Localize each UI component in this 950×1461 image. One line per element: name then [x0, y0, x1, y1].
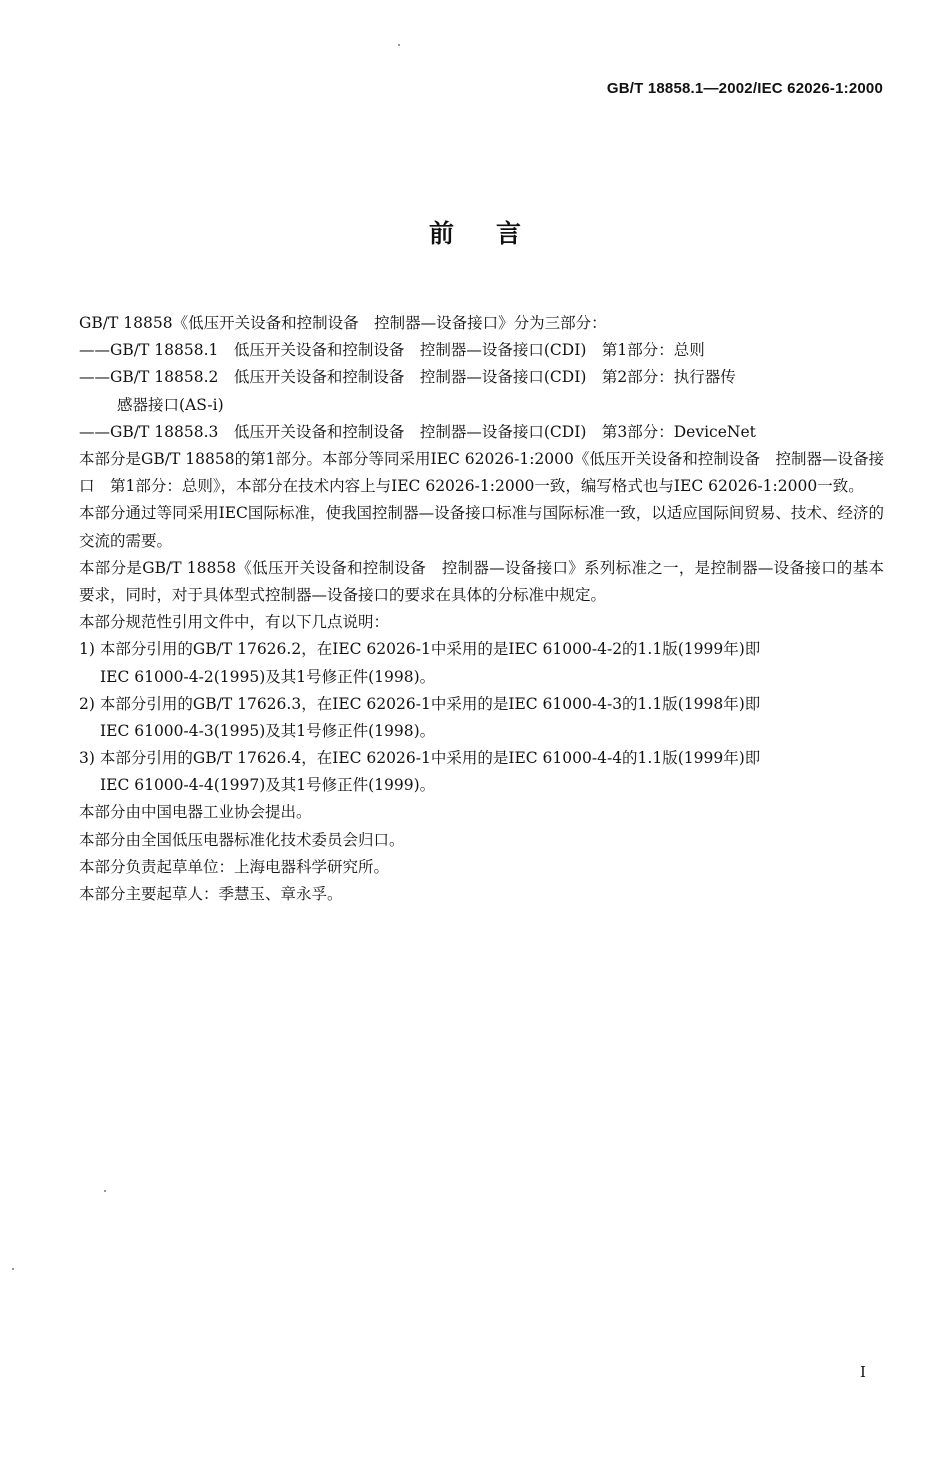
reference-item-2: 2) 本部分引用的GB/T 17626.3，在IEC 62026-1中采用的是IEC 61000-4-3的1.1版(1998年)即 — [79, 694, 761, 713]
intro-paragraph: GB/T 18858《低压开关设备和控制设备 控制器—设备接口》分为三部分： — [79, 314, 607, 332]
scan-speck — [398, 44, 400, 46]
reference-item-1-continuation: IEC 61000-4-2(1995)及其1号修正件(1998)。 — [100, 667, 436, 686]
scan-speck — [12, 1268, 14, 1270]
part-2-item-continuation: 感器接口(AS-i) — [117, 395, 224, 414]
standard-code-header: GB/T 18858.1—2002/IEC 62026-1:2000 — [606, 80, 883, 97]
foreword-body — [79, 310, 884, 908]
page-title: 前言 — [428, 219, 563, 248]
reference-item-2-continuation: IEC 61000-4-3(1995)及其1号修正件(1998)。 — [100, 721, 436, 740]
adoption-paragraph: 本部分是GB/T 18858的第1部分。本部分等同采用IEC 62026-1:2000《低压开关设备和控制设备 控制器—设备接口 第1部分：总则》，本部分在技术内容上与IEC 62026-1:2000一致，编写格式也与IEC 62026-1:2000一致。 — [79, 449, 884, 496]
part-3-item: ——GB/T 18858.3 低压开关设备和控制设备 控制器—设备接口(CDI) 第3部分：DeviceNet — [79, 422, 756, 441]
series-paragraph: 本部分是GB/T 18858《低压开关设备和控制设备 控制器—设备接口》系列标准之一，是控制器—设备接口的基本要求，同时，对于具体型式控制器—设备接口的要求在具体的分标准中规定。 — [79, 558, 884, 604]
reference-item-3-continuation: IEC 61000-4-4(1997)及其1号修正件(1999)。 — [100, 776, 436, 795]
page-number: I — [860, 1363, 866, 1381]
part-2-item: ——GB/T 18858.2 低压开关设备和控制设备 控制器—设备接口(CDI) 第2部分：执行器传 — [79, 368, 736, 387]
part-1-item: ——GB/T 18858.1 低压开关设备和控制设备 控制器—设备接口(CDI) 第1部分：总则 — [79, 341, 705, 360]
centralized-paragraph: 本部分由全国低压电器标准化技术委员会归口。 — [79, 830, 405, 849]
drafters-paragraph: 本部分主要起草人：季慧玉、章永孚。 — [79, 885, 343, 904]
proposer-paragraph: 本部分由中国电器工业协会提出。 — [79, 803, 312, 822]
drafting-unit-paragraph: 本部分负责起草单位：上海电器科学研究所。 — [79, 857, 390, 876]
reference-item-3: 3) 本部分引用的GB/T 17626.4，在IEC 62026-1中采用的是IEC 61000-4-4的1.1版(1999年)即 — [79, 749, 761, 768]
purpose-paragraph: 本部分通过等同采用IEC国际标准，使我国控制器—设备接口标准与国际标准一致，以适应国际间贸易、技术、经济的交流的需要。 — [79, 504, 884, 550]
references-intro-paragraph: 本部分规范性引用文件中，有以下几点说明： — [79, 613, 390, 632]
scan-speck — [104, 1190, 106, 1192]
reference-item-1: 1) 本部分引用的GB/T 17626.2，在IEC 62026-1中采用的是IEC 61000-4-2的1.1版(1999年)即 — [79, 640, 761, 659]
